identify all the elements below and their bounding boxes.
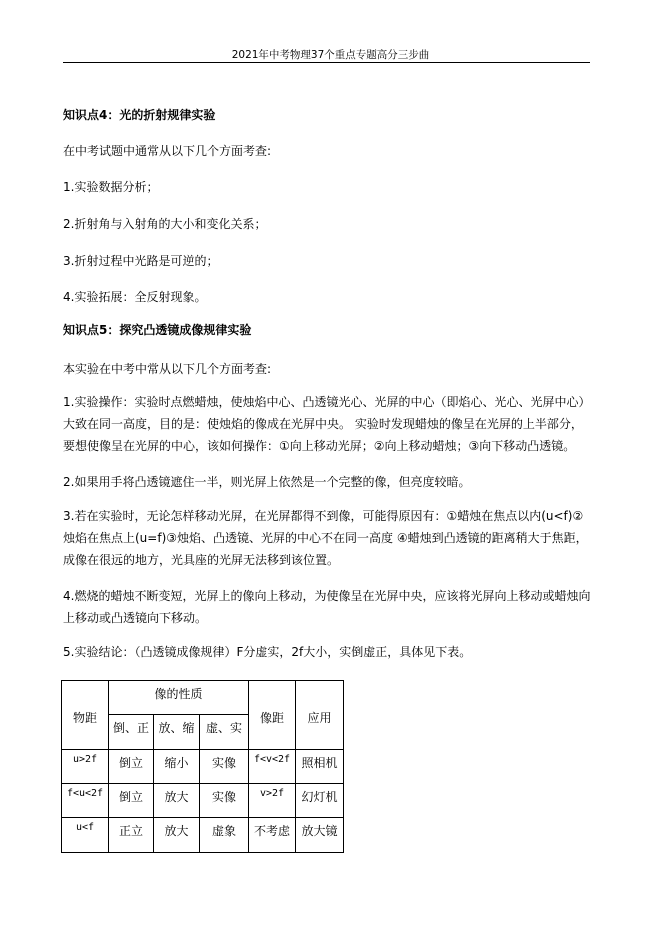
list-item: 2.折射角与入射角的大小和变化关系； xyxy=(63,217,267,231)
header-cell: 物距 xyxy=(62,681,109,750)
table-cell: v>2f xyxy=(249,784,296,818)
table-cell: f<v<2f xyxy=(249,750,296,784)
table-cell: 照相机 xyxy=(296,750,344,784)
header-cell: 像距 xyxy=(249,681,296,750)
list-item: 1.实验数据分析； xyxy=(63,180,159,194)
table-cell: 缩小 xyxy=(154,750,200,784)
header-cell: 应用 xyxy=(296,681,344,750)
list-item: 3.若在实验时，无论怎样移动光屏，在光屏都得不到像，可能得原因有：①蜡烛在焦点以内(u<f)②烛焰在焦点上(u=f)③烛焰、凸透镜、光屏的中心不在同一高度 ④蜡烛到凸透镜的距离稍大于焦距，成像在很远的地方，光具座的光屏无法移到该位置。 xyxy=(63,509,588,567)
table-cell: u<f xyxy=(62,818,109,853)
list-item: 4.实验拓展：全反射现象。 xyxy=(63,290,207,304)
table-cell: f<u<2f xyxy=(62,784,109,818)
list-item: 2.如果用手将凸透镜遮住一半，则光屏上依然是一个完整的像，但亮度较暗。 xyxy=(63,475,471,489)
table-cell: 倒立 xyxy=(109,784,154,818)
table-row xyxy=(62,784,344,818)
lens-imaging-table xyxy=(61,680,344,853)
table-cell: 实像 xyxy=(200,784,249,818)
table-cell: 虚象 xyxy=(200,818,249,853)
header-cell: 像的性质 xyxy=(109,681,249,715)
table-cell: 幻灯机 xyxy=(296,784,344,818)
table-cell: 放大 xyxy=(154,818,200,853)
table-cell: u>2f xyxy=(62,750,109,784)
table-cell: 倒立 xyxy=(109,750,154,784)
subheader-cell: 放、缩 xyxy=(154,715,200,750)
table-cell: 实像 xyxy=(200,750,249,784)
section-intro: 在中考试题中通常从以下几个方面考查: xyxy=(63,144,272,158)
table-row xyxy=(62,818,344,853)
section-title: 知识点5：探究凸透镜成像规律实验 xyxy=(63,323,252,337)
header-rule xyxy=(63,62,590,63)
subheader-cell: 倒、正 xyxy=(109,715,154,750)
section-intro: 本实验在中考中常从以下几个方面考查: xyxy=(63,362,272,376)
list-item: 5.实验结论：（凸透镜成像规律）F分虚实，2f大小，实倒虚正，具体见下表。 xyxy=(63,645,472,659)
subheader-cell: 虚、实 xyxy=(200,715,249,750)
page-header: 2021年中考物理37个重点专题高分三步曲 xyxy=(231,49,430,61)
section-title: 知识点4：光的折射规律实验 xyxy=(63,108,216,122)
table-cell: 放大镜 xyxy=(296,818,344,853)
table-cell: 放大 xyxy=(154,784,200,818)
table-cell: 不考虑 xyxy=(249,818,296,853)
table-row xyxy=(62,750,344,784)
list-item: 4.燃烧的蜡烛不断变短，光屏上的像向上移动，为使像呈在光屏中央，应该将光屏向上移动或蜡烛向上移动或凸透镜向下移动。 xyxy=(63,589,591,625)
list-item: 3.折射过程中光路是可逆的； xyxy=(63,254,219,268)
list-item: 1.实验操作：实验时点燃蜡烛，使烛焰中心、凸透镜光心、光屏的中心（即焰心、光心、光屏中心）大致在同一高度，目的是：使烛焰的像成在光屏中央。 实验时发现蜡烛的像呈在光屏的上半部分，要想使像呈在光屏的中心，该如何操作：①向上移动光屏；②向上移动蜡烛；③向下移动凸透镜。 xyxy=(63,395,591,453)
table-cell: 正立 xyxy=(109,818,154,853)
